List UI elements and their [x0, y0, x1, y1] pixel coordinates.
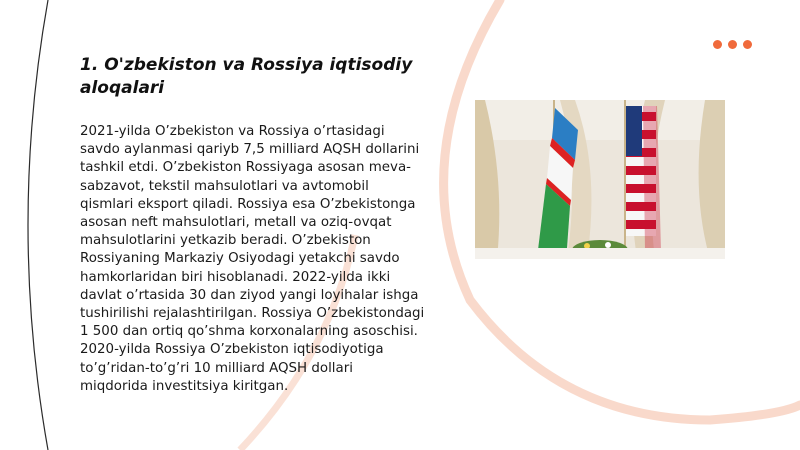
- accent-dot: [713, 40, 722, 49]
- accent-dot: [743, 40, 752, 49]
- flags-photo: [475, 100, 725, 259]
- slide-title: 1. O'zbekiston va Rossiya iqtisodiy aloqalari: [80, 55, 413, 98]
- left-edge-curve: [28, 0, 48, 450]
- slide-body-text: 2021-yilda O’zbekiston va Rossiya o’rtasidagi savdo aylanmasi qariyb 7,5 milliard AQSH dollarini tashkil etdi. O’zbekiston Rossiyaga asosan meva-sabzavot, tekstil mahsulotlari va avtomobil qismlari eksport qiladi. Rossiya esa O’zbekistonga asosan neft mahsulotlari, metall va oziq-ovqat mahsulotlarini yetkazib beradi. O’zbekiston Rossiyaning Markaziy Osiyodagi yetakchi savdo hamkorlaridan biri hisoblanadi. 2022-yilda ikki davlat o’rtasida 30 dan ziyod yangi loyihalar ishga tushirilishi rejalashtirilgan. Rossiya O’zbekistondagi 1 500 dan ortiq qo’shma korxonalarning asoschisi. 2020-yilda Rossiya O’zbekiston iqtisodiyotiga to’g’ridan-to’g’ri 10 milliard AQSH dollari miqdorida investitsiya kiritgan.: [80, 124, 425, 394]
- accent-dot: [728, 40, 737, 49]
- accent-dots: [713, 40, 752, 49]
